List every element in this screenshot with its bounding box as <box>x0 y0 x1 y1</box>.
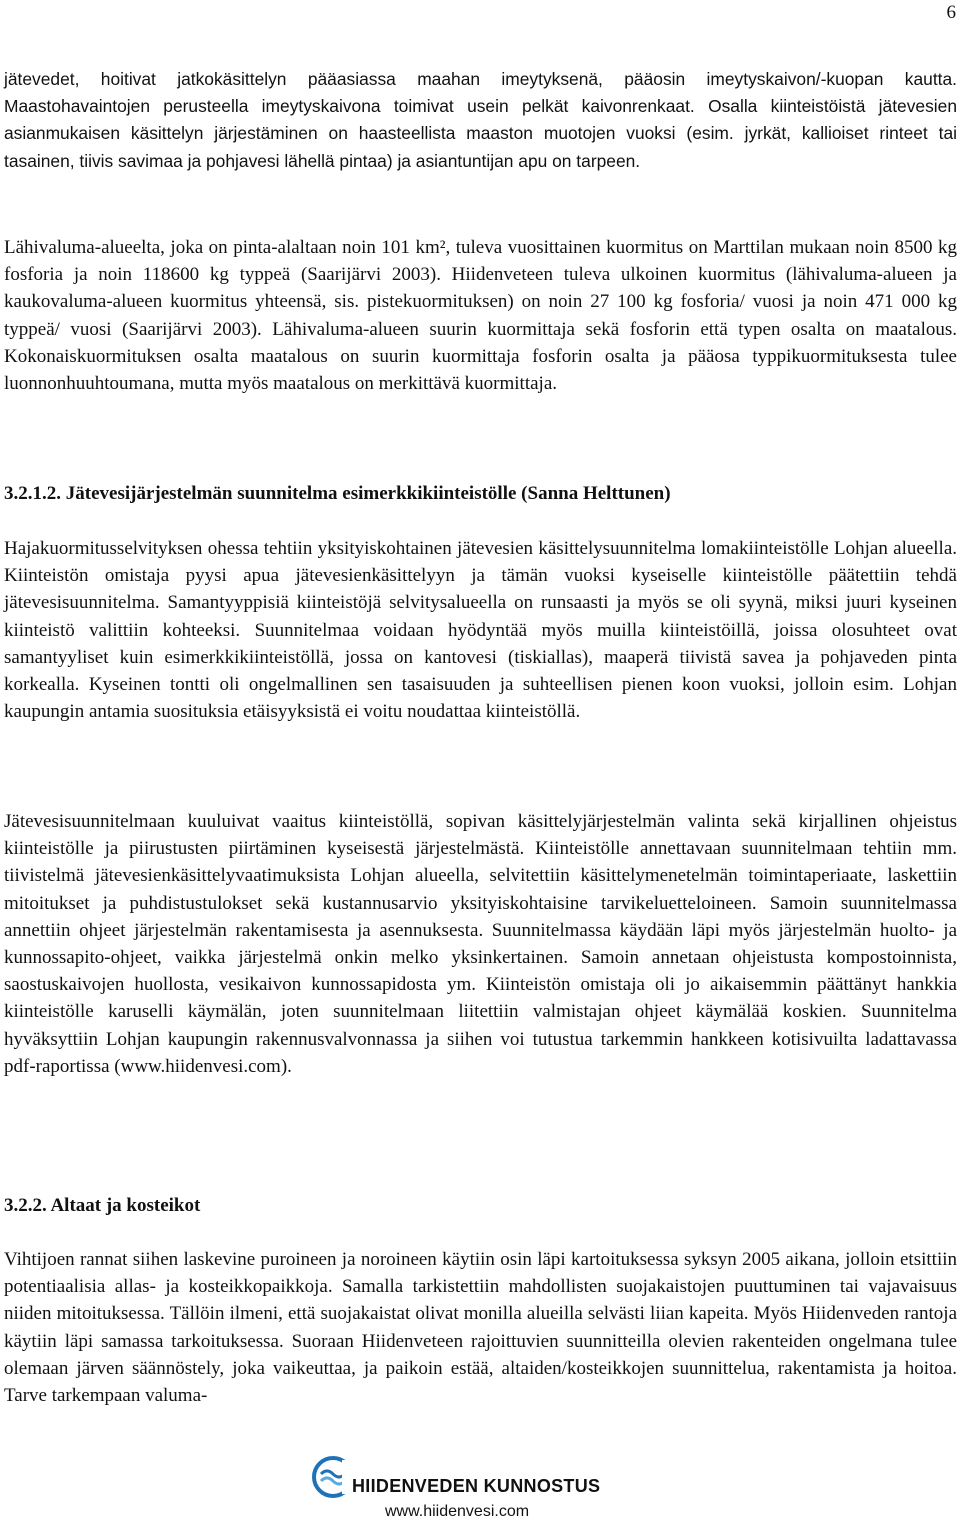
paragraph-example-property: Hajakuormitusselvityksen ohessa tehtiin yksityiskohtainen jätevesien käsittelysuunnitelma lomakiinteistölle Lohjan alueella. Kiinteistön omistaja pyysi apua jätevesienkäsittelyyn ja tämän vuoksi kyseiselle kiinteistölle päätettiin tehdä jätevesisuunnitelma. Samantyyppisiä kiinteistöjä selvitysalueella on runsaasti ja myös se oli syynä, miksi juuri kyseinen kiinteistö valittiin kohteeksi. Suunnitelmaa voidaan hyödyntää myös muilla kiinteistöillä, joissa olosuhteet ovat samantyyliset kuin esimerkkikiinteistöllä, jossa on kantovesi (tiskiallas), maaperä tiivistä savea ja pohjaveden pinta korkealla. Kyseinen tontti oli ongelmallinen sen tasaisuuden ja suhteellisen pienen koon vuoksi, jolloin esim. Lohjan kaupungin antamia suosituksia etäisyyksistä ei voitu noudattaa kiinteistöllä. <box>4 538 957 723</box>
footer-organization: HIIDENVEDEN KUNNOSTUS <box>352 1476 601 1496</box>
section-heading-3-2-2: 3.2.2. Altaat ja kosteikot <box>4 1195 201 1216</box>
page-number: 6 <box>946 2 956 23</box>
hiidenvesi-logo-icon <box>312 1456 354 1498</box>
section-heading-3-2-1-2: 3.2.1.2. Jätevesijärjestelmän suunnitelma esimerkkikiinteistölle (Sanna Helttunen) <box>4 483 671 504</box>
paragraph-wastewater-treatment: jätevedet, hoitivat jatkokäsittelyn pääasiassa maahan imeytyksenä, pääosin imeytyskaivon/-kuopan kautta. Maastohavaintojen perusteella imeytyskaivona toimivat usein pelkät kaivonrenkaat. Osalla kiinteistöistä jätevesien asianmukaisen käsittelyn järjestäminen on haasteellista maaston muotojen vuoksi (esim. jyrkät, kallioiset rinteet tai tasainen, tiivis savimaa ja pohjavesi lähellä pintaa) ja asiantuntijan apu on tarpeen. <box>4 69 957 171</box>
paragraph-wastewater-plan: Jätevesisuunnitelmaan kuuluivat vaaitus kiinteistöllä, sopivan käsittelyjärjestelmän valinta sekä kirjallinen ohjeistus kiinteistölle ja piirustusten piirtäminen kyseisestä järjestelmästä. Kiinteistölle annettavaan suunnitelmaan tehtiin mm. tiivistelmä jätevesienkäsittelyvaatimuksista Lohjan alueella, selvitettiin käsittelymenetelmän toimintaperiaate, laskettiin mitoitukset ja puhdistustulokset sekä kustannusarvio yksityiskohtaisine tarvikeluetteloineen. Samoin suunnitelmassa annettiin ohjeet järjestelmän rakentamisesta ja asennuksesta. Suunnitelmassa käydään läpi myös järjestelmän huolto- ja kunnossapito-ohjeet, vaikka järjestelmä onkin melko yksinkertainen. Samoin annetaan ohjeistusta kompostoinnista, saostuskaivojen huollosta, vesikaivon kunnossapidosta ym. Kiinteistön omistaja oli jo aikaisemmin päättänyt hankkia kiinteistölle karuselli käymälän, joten suunnitelmaan liitettiin valmistajan ohjeet käymälää koskien. Suunnitelma hyväksyttiin Lohjan kaupungin rakennusvalvonnassa ja siihen voi tutustua tarkemmin hankkeen kotisivuilta ladattavassa pdf-raportissa (www.hiidenvesi.com). <box>4 811 957 1077</box>
paragraph-nutrient-load: Lähivaluma-alueelta, joka on pinta-alaltaan noin 101 km², tuleva vuosittainen kuormitus on Marttilan mukaan noin 8500 kg fosforia ja noin 118600 kg typpeä (Saarijärvi 2003). Hiidenveteen tuleva ulkoinen kuormitus (lähivaluma-alueen ja kaukovaluma-alueen kuormitus yhteensä, sis. pistekuormituksen) on noin 27 100 kg fosforia/ vuosi ja noin 471 000 kg typpeä/ vuosi (Saarijärvi 2003). Lähivaluma-alueen suurin kuormittaja sekä fosforin että typen osalta on maatalous. Kokonaiskuormituksen osalta maatalous on suurin kuormittaja fosforin osalta ja pääosa typpikuormituksesta tulee luonnonhuuhtoumana, mutta myös maatalous on merkittävä kuormittaja. <box>4 237 957 395</box>
footer-url[interactable]: www.hiidenvesi.com <box>385 1503 530 1520</box>
page-footer <box>312 1456 652 1522</box>
paragraph-pools-wetlands: Vihtijoen rannat siihen laskevine puroineen ja noroineen käytiin osin läpi kartoituksessa syksyn 2005 aikana, jolloin etsittiin potentiaalisia allas- ja kosteikkopaikkoja. Samalla tarkistettiin mahdollisten suojakaistojen puuttuminen tai vajavaisuus niiden mitoituksessa. Tällöin ilmeni, että suojakaistat olivat monilla alueilla selvästi liian kapeita. Myös Hiidenveden rantoja käytiin läpi samassa tarkoituksessa. Suoraan Hiidenveteen rajoittuvien suunnitteilla olevien rakenteiden ongelmana tulee olemaan järven säännöstely, joka vaikeuttaa, ja paikoin estää, altaiden/kosteikkojen suunnittelua, rakentamista ja hoitoa. Tarve tarkempaan valuma- <box>4 1249 957 1407</box>
